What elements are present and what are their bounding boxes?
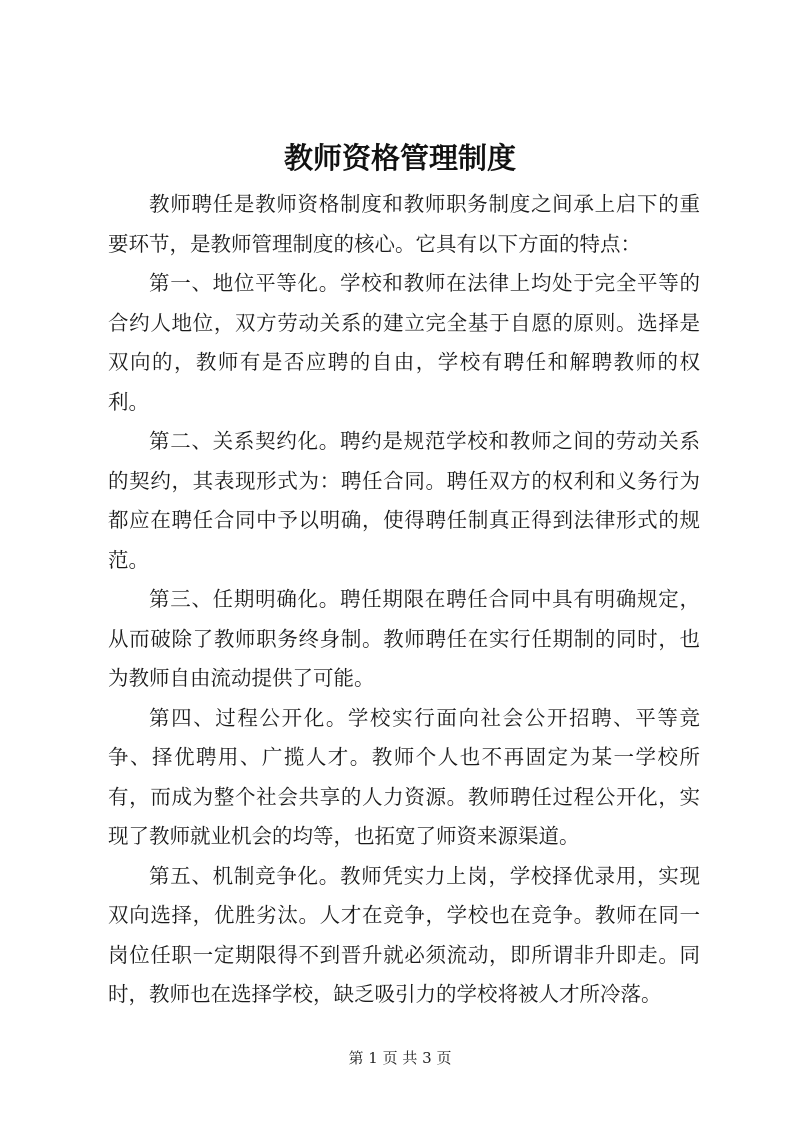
paragraph-intro: 教师聘任是教师资格制度和教师职务制度之间承上启下的重要环节，是教师管理制度的核心。它具有以下方面的特点： — [108, 192, 700, 256]
paragraph-equal-status: 第一、地位平等化。学校和教师在法律上均处于完全平等的合约人地位，双方劳动关系的建立完全基于自愿的原则。选择是双向的，教师有是否应聘的自由，学校有聘任和解聘教师的权利。 — [108, 271, 700, 414]
paragraph-competitive-mechanism: 第五、机制竞争化。教师凭实力上岗，学校择优录用，实现双向选择，优胜劣汰。人才在竞争，学校也在竞争。教师在同一岗位任职一定期限得不到晋升就必须流动，即所谓非升即走。同时，教师也在选择学校，缺乏吸引力的学校将被人才所冷落。 — [108, 863, 700, 1006]
paragraph-contractual-relation: 第二、关系契约化。聘约是规范学校和教师之间的劳动关系的契约，其表现形式为：聘任合同。聘任双方的权利和义务行为都应在聘任合同中予以明确，使得聘任制真正得到法律形式的规范。 — [108, 429, 700, 572]
document-body — [108, 185, 700, 1015]
paragraph-open-process: 第四、过程公开化。学校实行面向社会公开招聘、平等竞争、择优聘用、广揽人才。教师个人也不再固定为某一学校所有，而成为整个社会共享的人力资源。教师聘任过程公开化，实现了教师就业机会的均等，也拓宽了师资来源渠道。 — [108, 705, 700, 848]
page-title: 教师资格管理制度 — [283, 141, 516, 175]
paragraph-defined-term: 第三、任期明确化。聘任期限在聘任合同中具有明确规定，从而破除了教师职务终身制。教师聘任在实行任期制的同时，也为教师自由流动提供了可能。 — [108, 587, 700, 690]
page-footer: 第 1 页 共 3 页 — [348, 1049, 452, 1067]
